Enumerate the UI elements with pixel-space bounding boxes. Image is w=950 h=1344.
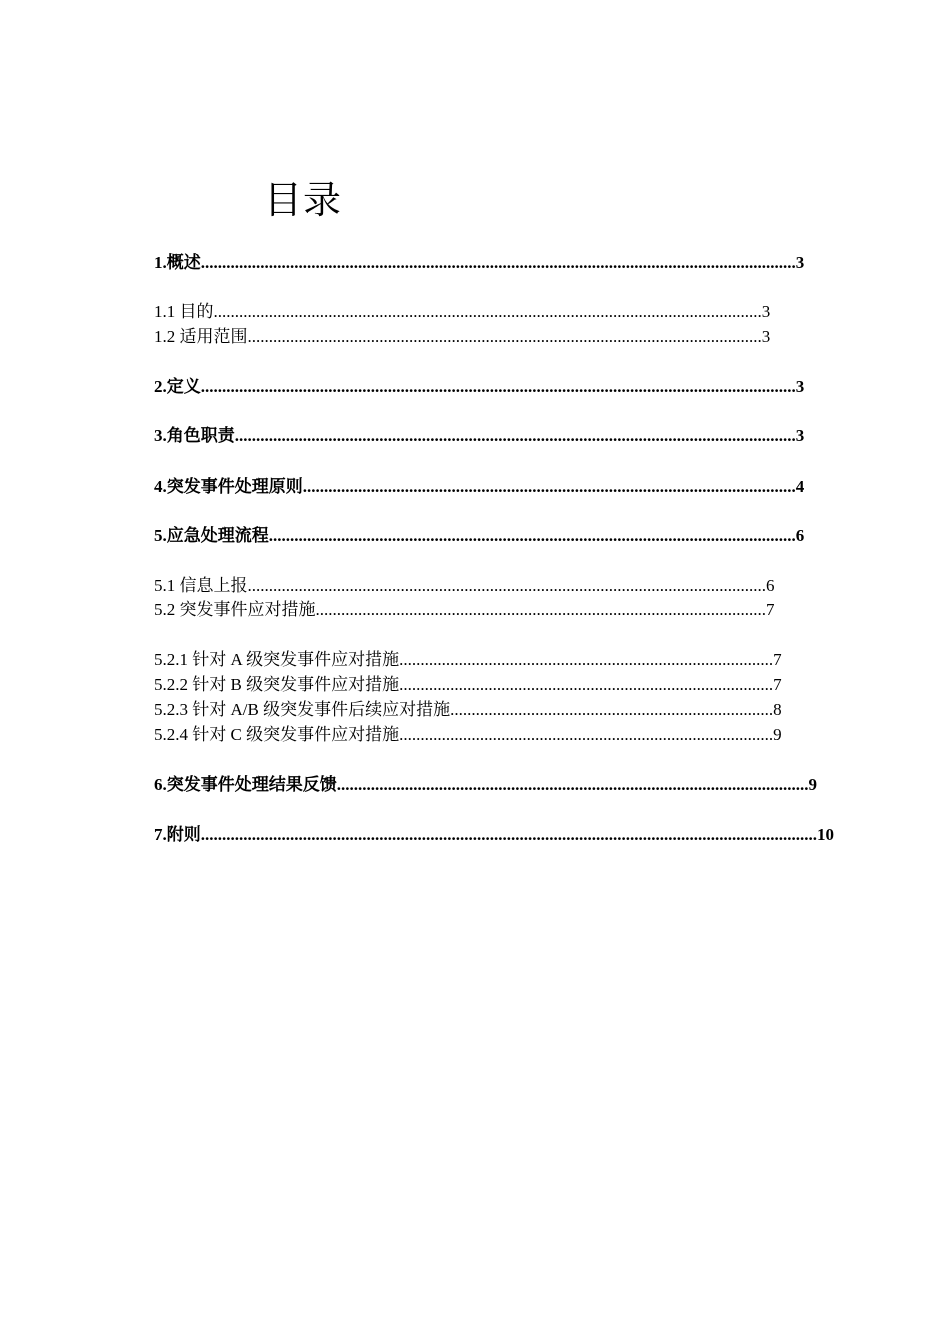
toc-entry-page: 7 — [773, 650, 782, 669]
toc-entry-page: 6 — [766, 576, 775, 595]
toc-leader-dots: .................................................................................................................... — [302, 477, 796, 496]
toc-entry-label: 1.概述 — [154, 253, 201, 272]
toc-entry-page: 3 — [761, 327, 771, 346]
toc-entry-label: 5.2.1 针对 A 级突发事件应对措施 — [154, 650, 400, 669]
toc-leader-dots: ............................................................................ — [450, 700, 774, 719]
toc-entry-page: 8 — [773, 700, 782, 719]
toc-entry-page: 7 — [766, 600, 775, 619]
toc-leader-dots: ......................................................................................................................... — [247, 327, 762, 346]
toc-entry-label: 5.2.4 针对 C 级突发事件应对措施 — [154, 725, 400, 744]
toc-entry-sec-1-1[interactable] — [154, 300, 772, 324]
toc-entry-label: 5.应急处理流程 — [154, 526, 269, 545]
toc-entry-sec-5-2[interactable] — [154, 598, 777, 622]
toc-entry-sec-5[interactable] — [154, 524, 806, 548]
toc-leader-dots: ............................................................................................................................................ — [200, 253, 796, 272]
toc-entry-sec-6[interactable] — [154, 773, 820, 797]
toc-entry-label: 6.突发事件处理结果反馈 — [154, 775, 337, 794]
toc-entry-page: 3 — [795, 253, 805, 272]
toc-entry-sec-5-2-1[interactable] — [154, 648, 784, 672]
toc-entry-page: 3 — [795, 377, 805, 396]
toc-entry-sec-5-2-4[interactable] — [154, 723, 784, 747]
toc-entry-label: 1.1 目的 — [154, 302, 214, 321]
toc-entry-page: 10 — [817, 825, 834, 844]
toc-entry-page: 9 — [773, 725, 782, 744]
toc-entry-sec-1-2[interactable] — [154, 325, 772, 349]
toc-leader-dots: ................................................................................................................................. — [213, 302, 762, 321]
toc-entry-page: 6 — [795, 526, 805, 545]
toc-leader-dots: .................................................................................................................................... — [234, 426, 796, 445]
toc-entry-sec-1[interactable] — [154, 251, 806, 275]
toc-leader-dots: .......................................................................................................... — [315, 600, 766, 619]
toc-entry-sec-5-2-3[interactable] — [154, 698, 784, 722]
toc-entry-sec-4[interactable] — [154, 475, 806, 499]
toc-entry-label: 5.2.2 针对 B 级突发事件应对措施 — [154, 675, 400, 694]
toc-entry-label: 5.1 信息上报 — [154, 576, 248, 595]
toc-leader-dots: .......................................................................................................................... — [247, 576, 766, 595]
toc-entry-page: 3 — [795, 426, 805, 445]
toc-entry-label: 2.定义 — [154, 377, 201, 396]
toc-entry-label: 5.2 突发事件应对措施 — [154, 600, 316, 619]
toc-entry-label: 3.角色职责 — [154, 426, 235, 445]
toc-entry-page: 4 — [795, 477, 805, 496]
toc-title: 目录 — [264, 180, 343, 222]
toc-entry-page: 7 — [773, 675, 782, 694]
toc-entry-sec-7[interactable] — [154, 823, 835, 847]
toc-entry-label: 4.突发事件处理原则 — [154, 477, 303, 496]
toc-entry-label: 5.2.3 针对 A/B 级突发事件后续应对措施 — [154, 700, 451, 719]
toc-leader-dots: ............................................................................................................................................ — [200, 377, 796, 396]
toc-entry-page: 9 — [808, 775, 817, 794]
toc-entry-sec-3[interactable] — [154, 424, 806, 448]
toc-leader-dots: ................................................................................................................................................. — [200, 825, 817, 844]
toc-leader-dots: ............................................................................................................................ — [268, 526, 796, 545]
toc-entry-label: 1.2 适用范围 — [154, 327, 248, 346]
toc-entry-sec-2[interactable] — [154, 375, 806, 399]
toc-entry-sec-5-2-2[interactable] — [154, 673, 784, 697]
toc-leader-dots: ........................................................................................ — [399, 650, 774, 669]
toc-entry-sec-5-1[interactable] — [154, 574, 777, 598]
toc-entry-label: 7.附则 — [154, 825, 201, 844]
toc-leader-dots: ........................................................................................ — [399, 725, 774, 744]
toc-leader-dots: ........................................................................................ — [399, 675, 774, 694]
toc-entry-page: 3 — [761, 302, 771, 321]
toc-leader-dots: ............................................................................................................... — [336, 775, 809, 794]
